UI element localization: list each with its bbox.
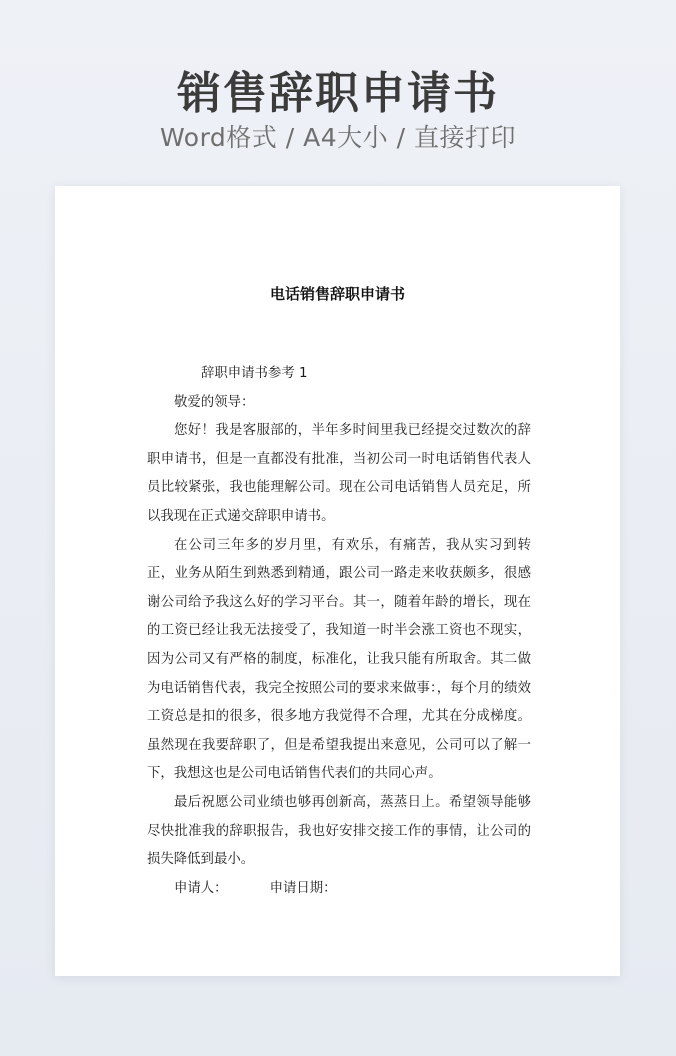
paragraph-1: 您好！我是客服部的，半年多时间里我已经提交过数次的辞职申请书，但是一直都没有批准，当初公司一时电话销售代表人员比较紧张，我也能理解公司。现在公司电话销售人员充足，所以我现在正式递交辞职申请书。 <box>147 423 531 524</box>
page-title: 销售辞职申请书 <box>177 68 499 119</box>
reference-line: 辞职申请书参考 1 <box>201 366 308 381</box>
paragraph-3: 最后祝愿公司业绩也够再创新高，蒸蒸日上。希望领导能够尽快批准我的辞职报告，我也好安排交接工作的事情，让公司的损失降低到最小。 <box>147 794 531 868</box>
document-title: 电话销售辞职申请书 <box>269 285 405 303</box>
greeting-line: 敬爱的领导： <box>174 394 255 410</box>
paragraph-2: 在公司三年多的岁月里，有欢乐，有痛苦，我从实习到转正，业务从陌生到熟悉到精通，跟公司一路走来收获颇多，很感谢公司给予我这么好的学习平台。其一，随着年龄的增长，现在的工资已经让我无法接受了，我知道一时半会涨工资也不现实，因为公司又有严格的制度，标准化，让我只能有所取舍。其二做为电话销售代表，我完全按照公司的要求来做事：，每个月的绩效工资总是扣的很多，很多地方我觉得不合理，尤其在分成梯度。虽然现在我要辞职了，但是希望我提出来意见，公司可以了解一下，我想这也是公司电话销售代表们的共同心声。 <box>147 537 531 782</box>
page-subtitle: Word格式 / A4大小 / 直接打印 <box>160 123 516 152</box>
document-page <box>55 186 620 976</box>
applicant-label: 申请人： <box>174 880 228 896</box>
signature-line <box>147 875 531 904</box>
date-label: 申请日期： <box>269 880 337 896</box>
document-body <box>147 360 531 903</box>
